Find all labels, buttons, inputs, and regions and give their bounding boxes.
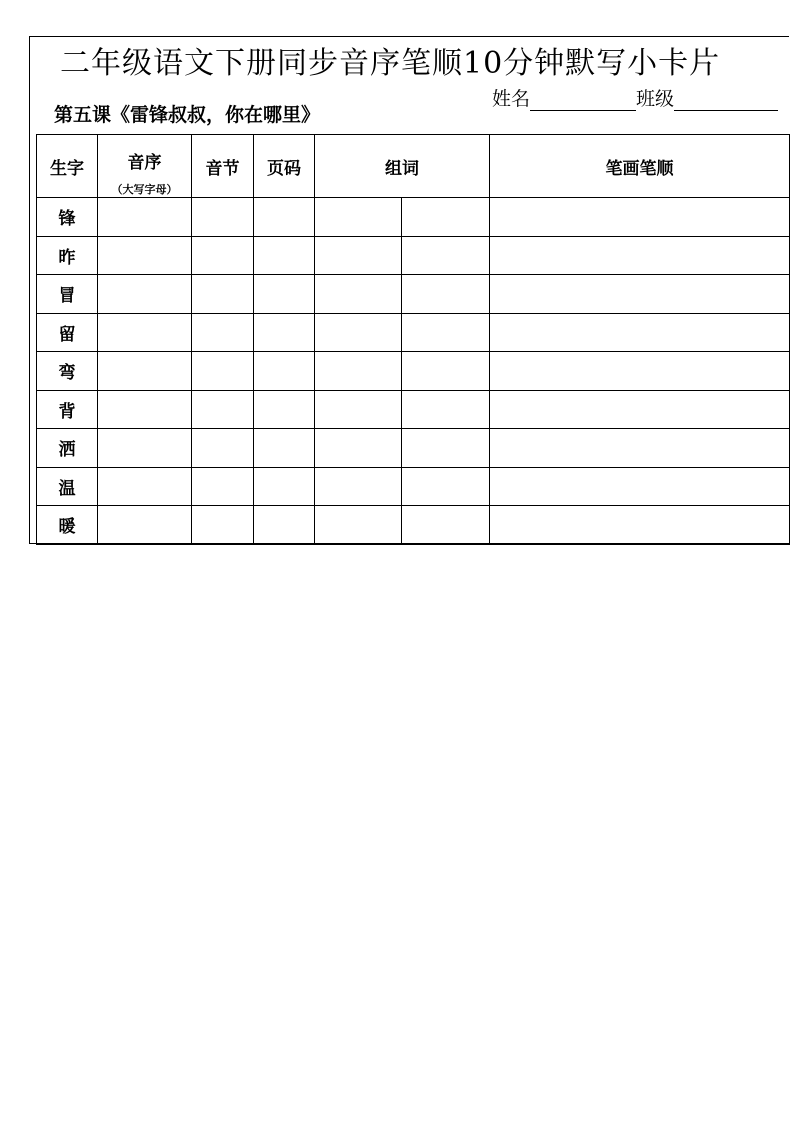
word1-cell[interactable] [315, 467, 402, 506]
page-cell[interactable] [254, 390, 315, 429]
page-cell[interactable] [254, 313, 315, 352]
table-row [37, 390, 790, 429]
table-row [37, 236, 790, 275]
page-title: 二年级语文下册同步音序笔顺10分钟默写小卡片 [60, 46, 721, 81]
word1-cell[interactable] [315, 313, 402, 352]
word2-cell[interactable] [402, 429, 490, 468]
name-label: 姓名 [492, 88, 531, 110]
table-row [37, 198, 790, 237]
syllable-cell[interactable] [192, 506, 254, 545]
syllable-cell[interactable] [192, 275, 254, 314]
page-cell[interactable] [254, 429, 315, 468]
word1-cell[interactable] [315, 275, 402, 314]
syllable-cell[interactable] [192, 198, 254, 237]
char-cell: 冒 [37, 275, 98, 314]
strokes-cell[interactable] [490, 236, 790, 275]
page-cell[interactable] [254, 506, 315, 545]
strokes-cell[interactable] [490, 467, 790, 506]
seq-cell[interactable] [98, 275, 192, 314]
syllable-cell[interactable] [192, 429, 254, 468]
header-seq-note: （大写字母） [111, 182, 178, 196]
header-seq [98, 135, 192, 198]
strokes-cell[interactable] [490, 429, 790, 468]
char-cell: 洒 [37, 429, 98, 468]
strokes-cell[interactable] [490, 390, 790, 429]
table-row [37, 352, 790, 391]
word1-cell[interactable] [315, 390, 402, 429]
seq-cell[interactable] [98, 429, 192, 468]
word2-cell[interactable] [402, 506, 490, 545]
header-words: 组词 [315, 135, 490, 198]
char-cell: 温 [37, 467, 98, 506]
seq-cell[interactable] [98, 236, 192, 275]
char-cell: 背 [37, 390, 98, 429]
strokes-cell[interactable] [490, 275, 790, 314]
lesson-title: 第五课《雷锋叔叔，你在哪里》 [54, 104, 321, 126]
word1-cell[interactable] [315, 198, 402, 237]
word2-cell[interactable] [402, 198, 490, 237]
table-row [37, 429, 790, 468]
table-row [37, 275, 790, 314]
table-row [37, 313, 790, 352]
word2-cell[interactable] [402, 467, 490, 506]
strokes-cell[interactable] [490, 506, 790, 545]
word1-cell[interactable] [315, 429, 402, 468]
page-cell[interactable] [254, 275, 315, 314]
table-row [37, 506, 790, 545]
dictation-table [36, 134, 790, 545]
syllable-cell[interactable] [192, 236, 254, 275]
name-field[interactable] [530, 88, 636, 111]
header-strokes: 笔画笔顺 [490, 135, 790, 198]
seq-cell[interactable] [98, 390, 192, 429]
page-cell[interactable] [254, 352, 315, 391]
class-field[interactable] [674, 88, 778, 111]
syllable-cell[interactable] [192, 313, 254, 352]
header-char: 生字 [37, 135, 98, 198]
word2-cell[interactable] [402, 352, 490, 391]
seq-cell[interactable] [98, 352, 192, 391]
seq-cell[interactable] [98, 198, 192, 237]
char-cell: 留 [37, 313, 98, 352]
char-cell: 弯 [37, 352, 98, 391]
word2-cell[interactable] [402, 275, 490, 314]
char-cell: 暖 [37, 506, 98, 545]
class-label: 班级 [636, 88, 675, 110]
page-cell[interactable] [254, 236, 315, 275]
word2-cell[interactable] [402, 313, 490, 352]
syllable-cell[interactable] [192, 390, 254, 429]
char-cell: 锋 [37, 198, 98, 237]
strokes-cell[interactable] [490, 352, 790, 391]
header-page: 页码 [254, 135, 315, 198]
page-cell[interactable] [254, 467, 315, 506]
page-cell[interactable] [254, 198, 315, 237]
header-syllable: 音节 [192, 135, 254, 198]
word1-cell[interactable] [315, 352, 402, 391]
word2-cell[interactable] [402, 390, 490, 429]
student-info [492, 84, 778, 111]
syllable-cell[interactable] [192, 352, 254, 391]
table-row [37, 467, 790, 506]
header-seq-label: 音序 [127, 152, 162, 173]
syllable-cell[interactable] [192, 467, 254, 506]
header-row [37, 135, 790, 198]
seq-cell[interactable] [98, 313, 192, 352]
word2-cell[interactable] [402, 236, 490, 275]
seq-cell[interactable] [98, 506, 192, 545]
seq-cell[interactable] [98, 467, 192, 506]
strokes-cell[interactable] [490, 198, 790, 237]
char-cell: 昨 [37, 236, 98, 275]
word1-cell[interactable] [315, 506, 402, 545]
word1-cell[interactable] [315, 236, 402, 275]
strokes-cell[interactable] [490, 313, 790, 352]
table-body [37, 198, 790, 545]
